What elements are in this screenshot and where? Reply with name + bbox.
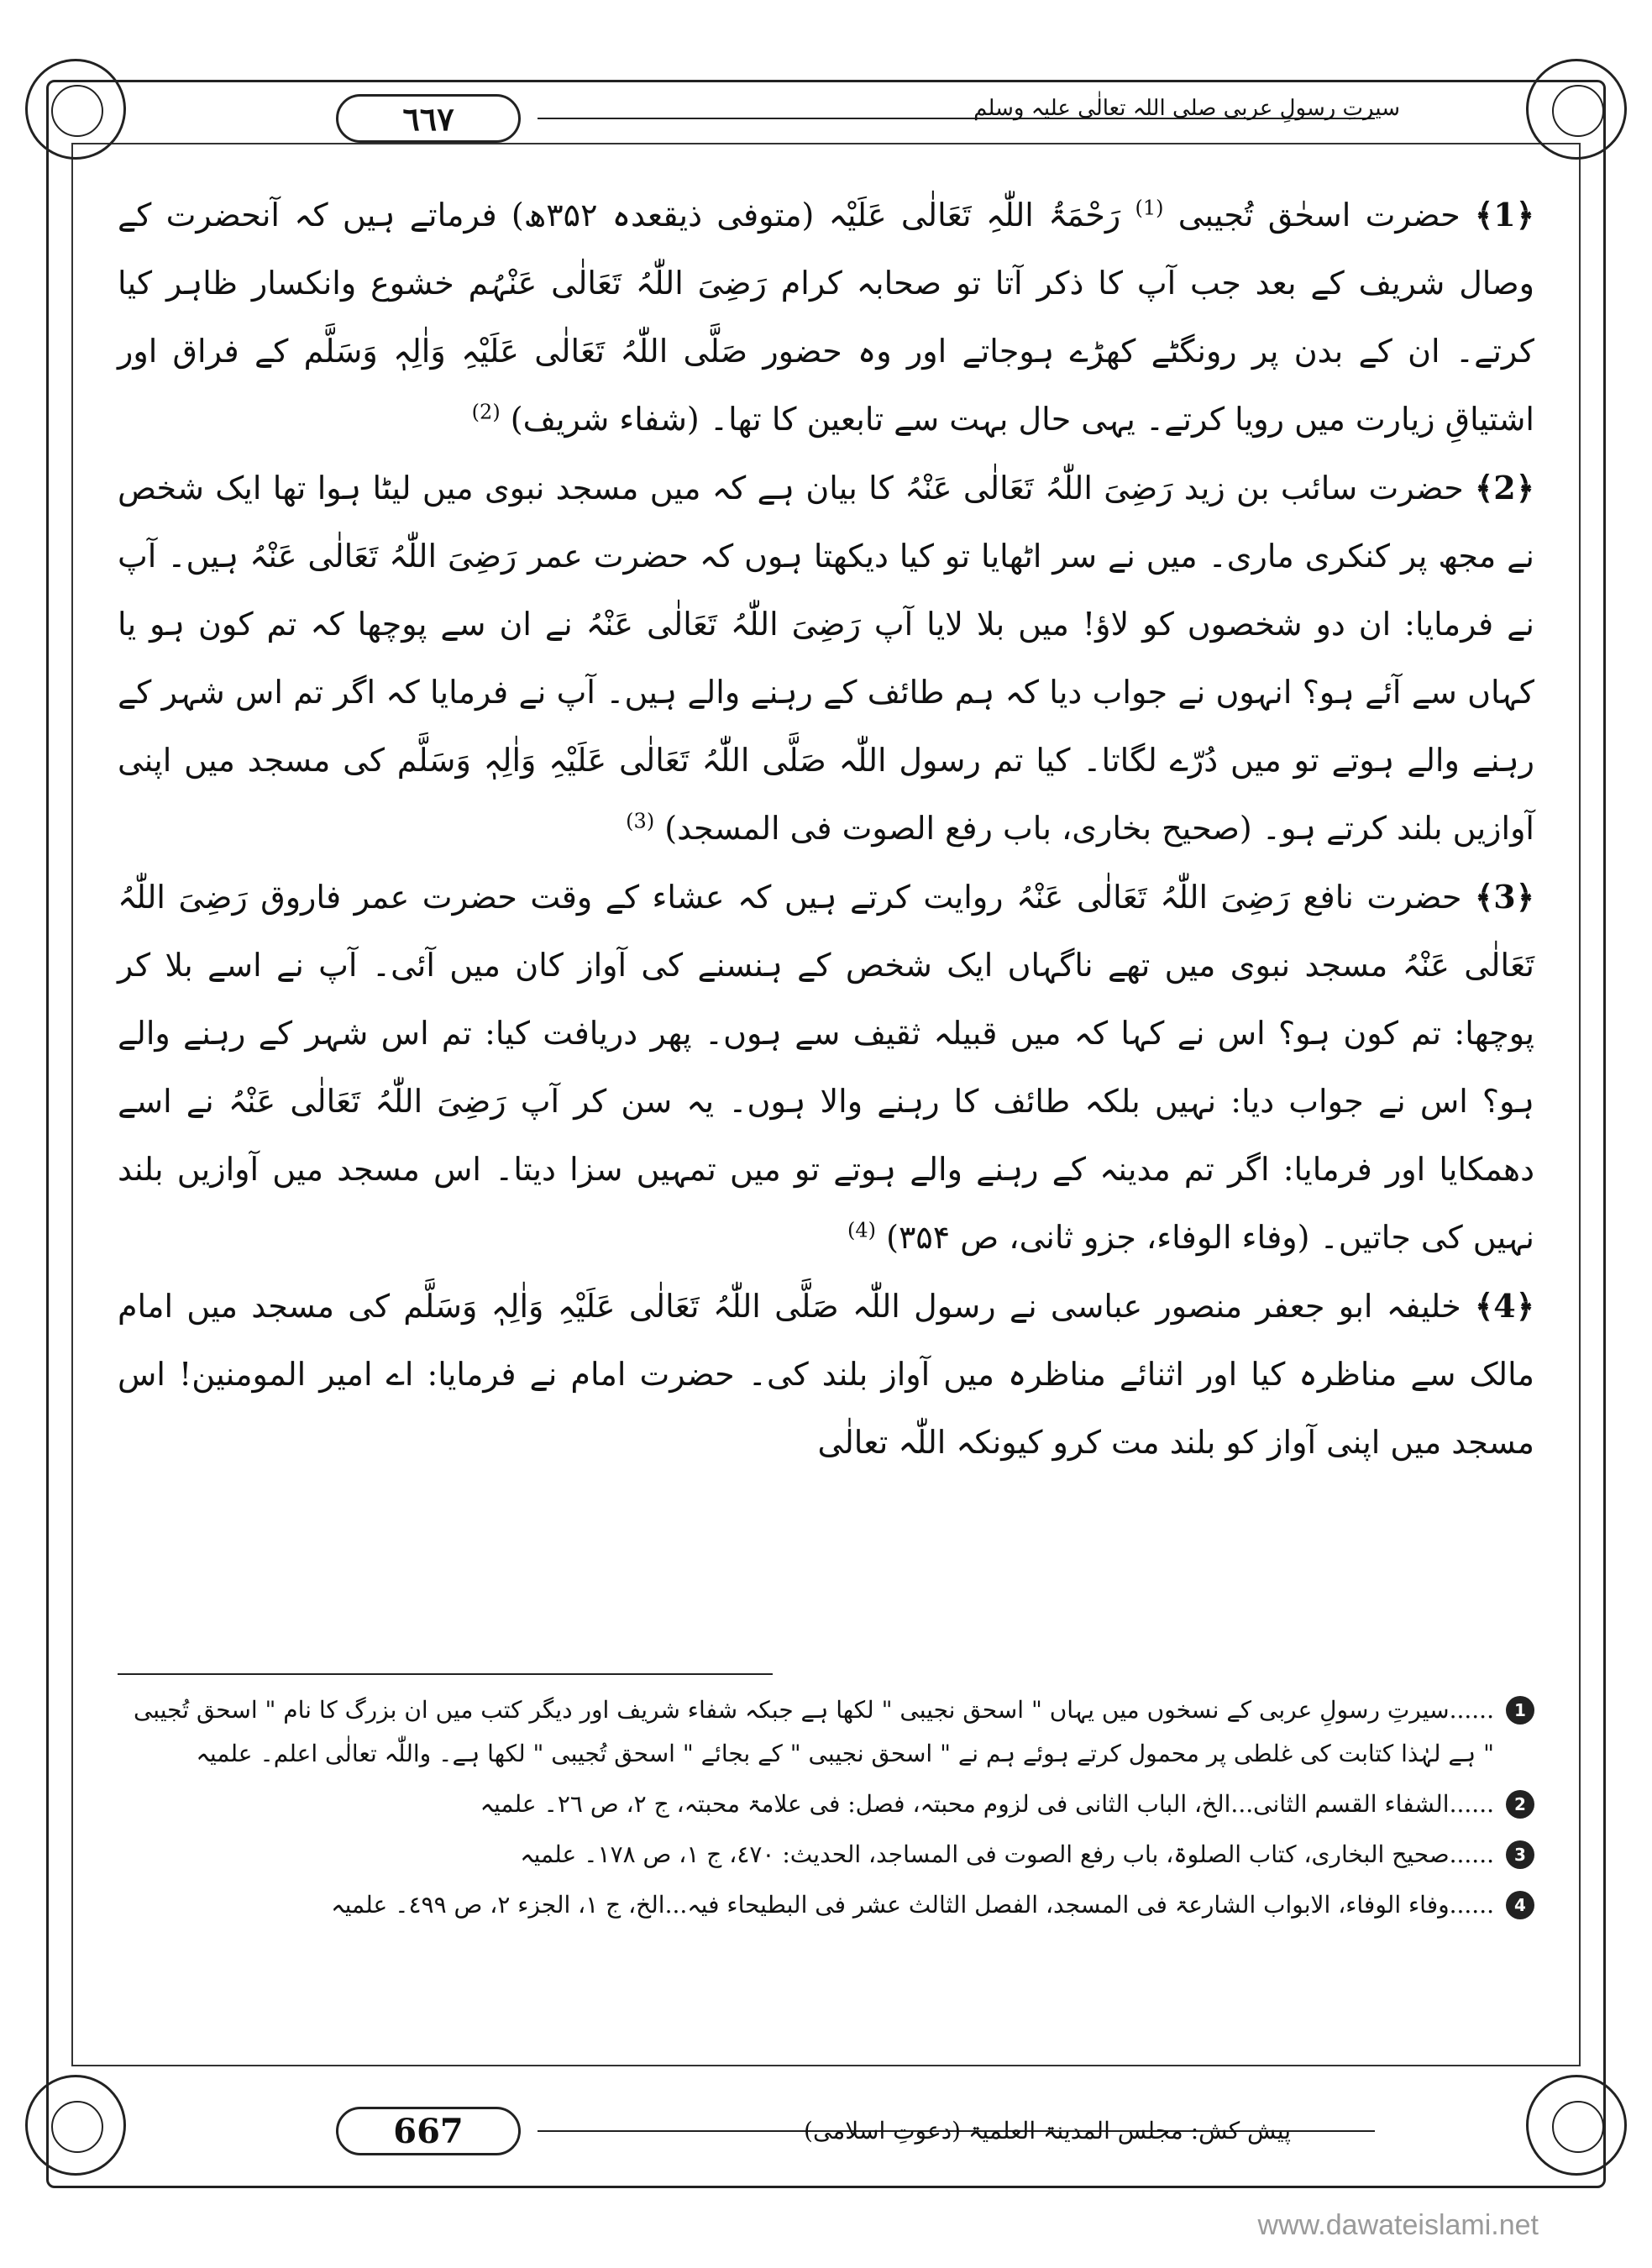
paragraph-4 — [118, 1272, 1534, 1477]
footnotes — [118, 1688, 1534, 1934]
footnote-ref[interactable]: (1) — [1135, 196, 1164, 220]
paragraph-1 — [118, 181, 1534, 454]
footnote-number-badge: 4 — [1506, 1891, 1534, 1919]
footnote-text: ......سیرتِ رسولِ عربی کے نسخوں میں یہاں " اسحق نجیبی " لکھا ہے جبکہ شفاء شریف اور دیگر کتب میں ان بزرگ کا نام " اسحق تُجیبی " ہے لہٰذا کتابت کی غلطی پر محمول کرتے ہوئے ہم نے " اسحق نجیبی " کے بجائے " اسحق تُجیبی " لکھا ہے۔ واللّٰہ تعالٰی اعلم۔ علمیہ — [133, 1696, 1494, 1767]
footnote-item — [118, 1833, 1534, 1877]
footnote-item — [118, 1782, 1534, 1826]
paragraph-text: حضرت سائب بن زید رَضِیَ اللّٰہُ تَعَالٰی عَنْہُ کا بیان ہے کہ میں مسجد نبوی میں لیٹا ہوا تھا ایک شخص نے مجھ پر کنکری ماری۔ میں نے سر اٹھایا تو کیا دیکھتا ہوں کہ حضرت عمر رَضِیَ اللّٰہُ تَعَالٰی عَنْہُ ہیں۔ آپ نے فرمایا: ان دو شخصوں کو لاؤ! میں بلا لایا آپ رَضِیَ اللّٰہُ تَعَالٰی عَنْہُ نے ان سے پوچھا کہ تم کون ہو یا کہاں سے آئے ہو؟ انہوں نے جواب دیا کہ ہم طائف کے رہنے والے ہیں۔ آپ نے فرمایا کہ اگر تم اس شہر کے رہنے والے ہوتے تو میں دُرّے لگاتا۔ کیا تم رسول اللّٰہ صَلَّی اللّٰہُ تَعَالٰی عَلَیْہِ وَاٰلِہٖ وَسَلَّم کی مسجد میں اپنی آوازیں بلند کرتے ہو۔ (صحیح بخاری، باب رفع الصوت فی المسجد) — [118, 470, 1534, 847]
footnote-text: ......صحیح البخاری، کتاب الصلوۃ، باب رفع الصوت فی المساجد، الحدیث: ٤٧٠، ج ١، ص ١٧٨۔ علمیہ — [520, 1840, 1494, 1868]
footnote-item — [118, 1688, 1534, 1776]
paragraph-text: رَحْمَۃُ اللّٰہِ تَعَالٰی عَلَیْہ (متوفی ذیقعدہ ۳۵۲ھ) فرماتے ہیں کہ آنحضرت کے وصال شریف کے بعد جب آپ کا ذکر آتا تو صحابہ کرام رَضِیَ اللّٰہُ تَعَالٰی عَنْہُم خشوع وانکسار ظاہر کیا کرتے۔ ان کے بدن پر رونگٹے کھڑے ہوجاتے اور وہ حضور صَلَّی اللّٰہُ تَعَالٰی عَلَیْہِ وَاٰلِہٖ وَسَلَّم کے فراق اور اشتیاقِ زیارت میں رویا کرتے۔ یہی حال بہت سے تابعین کا تھا۔ (شفاء شریف) — [118, 197, 1534, 438]
paragraph-marker: ﴿1﴾ — [1475, 196, 1535, 234]
corner-ornament-bottom-right — [1526, 2075, 1627, 2176]
footnote-text: ......الشفاء القسم الثانی...الخ، الباب الثانی فی لزوم محبتہ، فصل: فی علامۃ محبتہ، ج ۲، ص ۲٦۔ علمیہ — [480, 1790, 1494, 1818]
paragraph-marker: ﴿3﴾ — [1475, 878, 1534, 916]
paragraph-marker: ﴿2﴾ — [1475, 469, 1534, 507]
paragraph-3 — [118, 863, 1534, 1272]
footnote-ref[interactable]: (4) — [847, 1218, 877, 1242]
footnote-divider — [118, 1673, 773, 1675]
running-header-title: سیرتِ رسولِ عربی صلی اللہ تعالٰی علیہ وسلم — [973, 96, 1400, 121]
footnote-text: ......وفاء الوفاء، الابواب الشارعۃ فی المسجد، الفصل الثالث عشر فی البطیحاء فیہ...الخ، ج ١، الجزء ٢، ص ٤٩٩۔ علمیہ — [331, 1891, 1494, 1919]
footnote-number-badge: 1 — [1506, 1696, 1534, 1725]
footnote-item — [118, 1883, 1534, 1927]
corner-ornament-top-right — [1526, 59, 1627, 160]
paragraph-text: خلیفہ ابو جعفر منصور عباسی نے رسول اللّٰہ صَلَّی اللّٰہُ تَعَالٰی عَلَیْہِ وَاٰلِہٖ وَسَلَّم کی مسجد میں امام مالک سے مناظرہ کیا اور اثنائے مناظرہ میں آواز بلند کی۔ حضرت امام نے فرمایا: اے امیر المومنین! اس مسجد میں اپنی آواز کو بلند مت کرو کیونکہ اللّٰہ تعالٰی — [118, 1288, 1534, 1461]
footnote-ref[interactable]: (2) — [471, 400, 501, 424]
website-watermark[interactable]: www.dawateislami.net — [1257, 2209, 1539, 2241]
page-number-arabic — [336, 94, 521, 143]
footnote-number-badge: 3 — [1506, 1840, 1534, 1869]
main-text — [118, 181, 1534, 1477]
paragraph-text: حضرت اسحٰق تُجیبی — [1177, 197, 1461, 234]
paragraph-marker: ﴿4﴾ — [1475, 1287, 1534, 1325]
paragraph-2 — [118, 454, 1534, 863]
page-number-text: 667 — [393, 2111, 464, 2151]
page-number — [336, 2107, 521, 2155]
paragraph-text: حضرت نافع رَضِیَ اللّٰہُ تَعَالٰی عَنْہُ روایت کرتے ہیں کہ عشاء کے وقت حضرت عمر فاروق رَضِیَ اللّٰہُ تَعَالٰی عَنْہُ مسجد نبوی میں تھے ناگہاں ایک شخص کے ہنسنے کی آواز کان میں آئی۔ آپ نے اسے بلا کر پوچھا: تم کون ہو؟ اس نے کہا کہ میں قبیلہ ثقیف سے ہوں۔ پھر دریافت کیا: تم اس شہر کے رہنے والے ہو؟ اس نے جواب دیا: نہیں بلکہ طائف کا رہنے والا ہوں۔ یہ سن کر آپ رَضِیَ اللّٰہُ تَعَالٰی عَنْہُ نے اسے دھمکایا اور فرمایا: اگر تم مدینہ کے رہنے والے ہوتے تو میں تمہیں سزا دیتا۔ اس مسجد میں آوازیں بلند نہیں کی جاتیں۔ (وفاء الوفاء، جزو ثانی، ص ۳۵۴) — [118, 879, 1534, 1256]
corner-ornament-bottom-left — [25, 2075, 126, 2176]
footnote-number-badge: 2 — [1506, 1790, 1534, 1819]
corner-ornament-top-left — [25, 59, 126, 160]
page-number-arabic-text: ٦٦٧ — [402, 99, 454, 138]
footnote-ref[interactable]: (3) — [626, 809, 655, 833]
publisher-label: پیش کش: مجلس المدینۃ العلمیۃ (دعوتِ اسلامی) — [804, 2117, 1291, 2145]
